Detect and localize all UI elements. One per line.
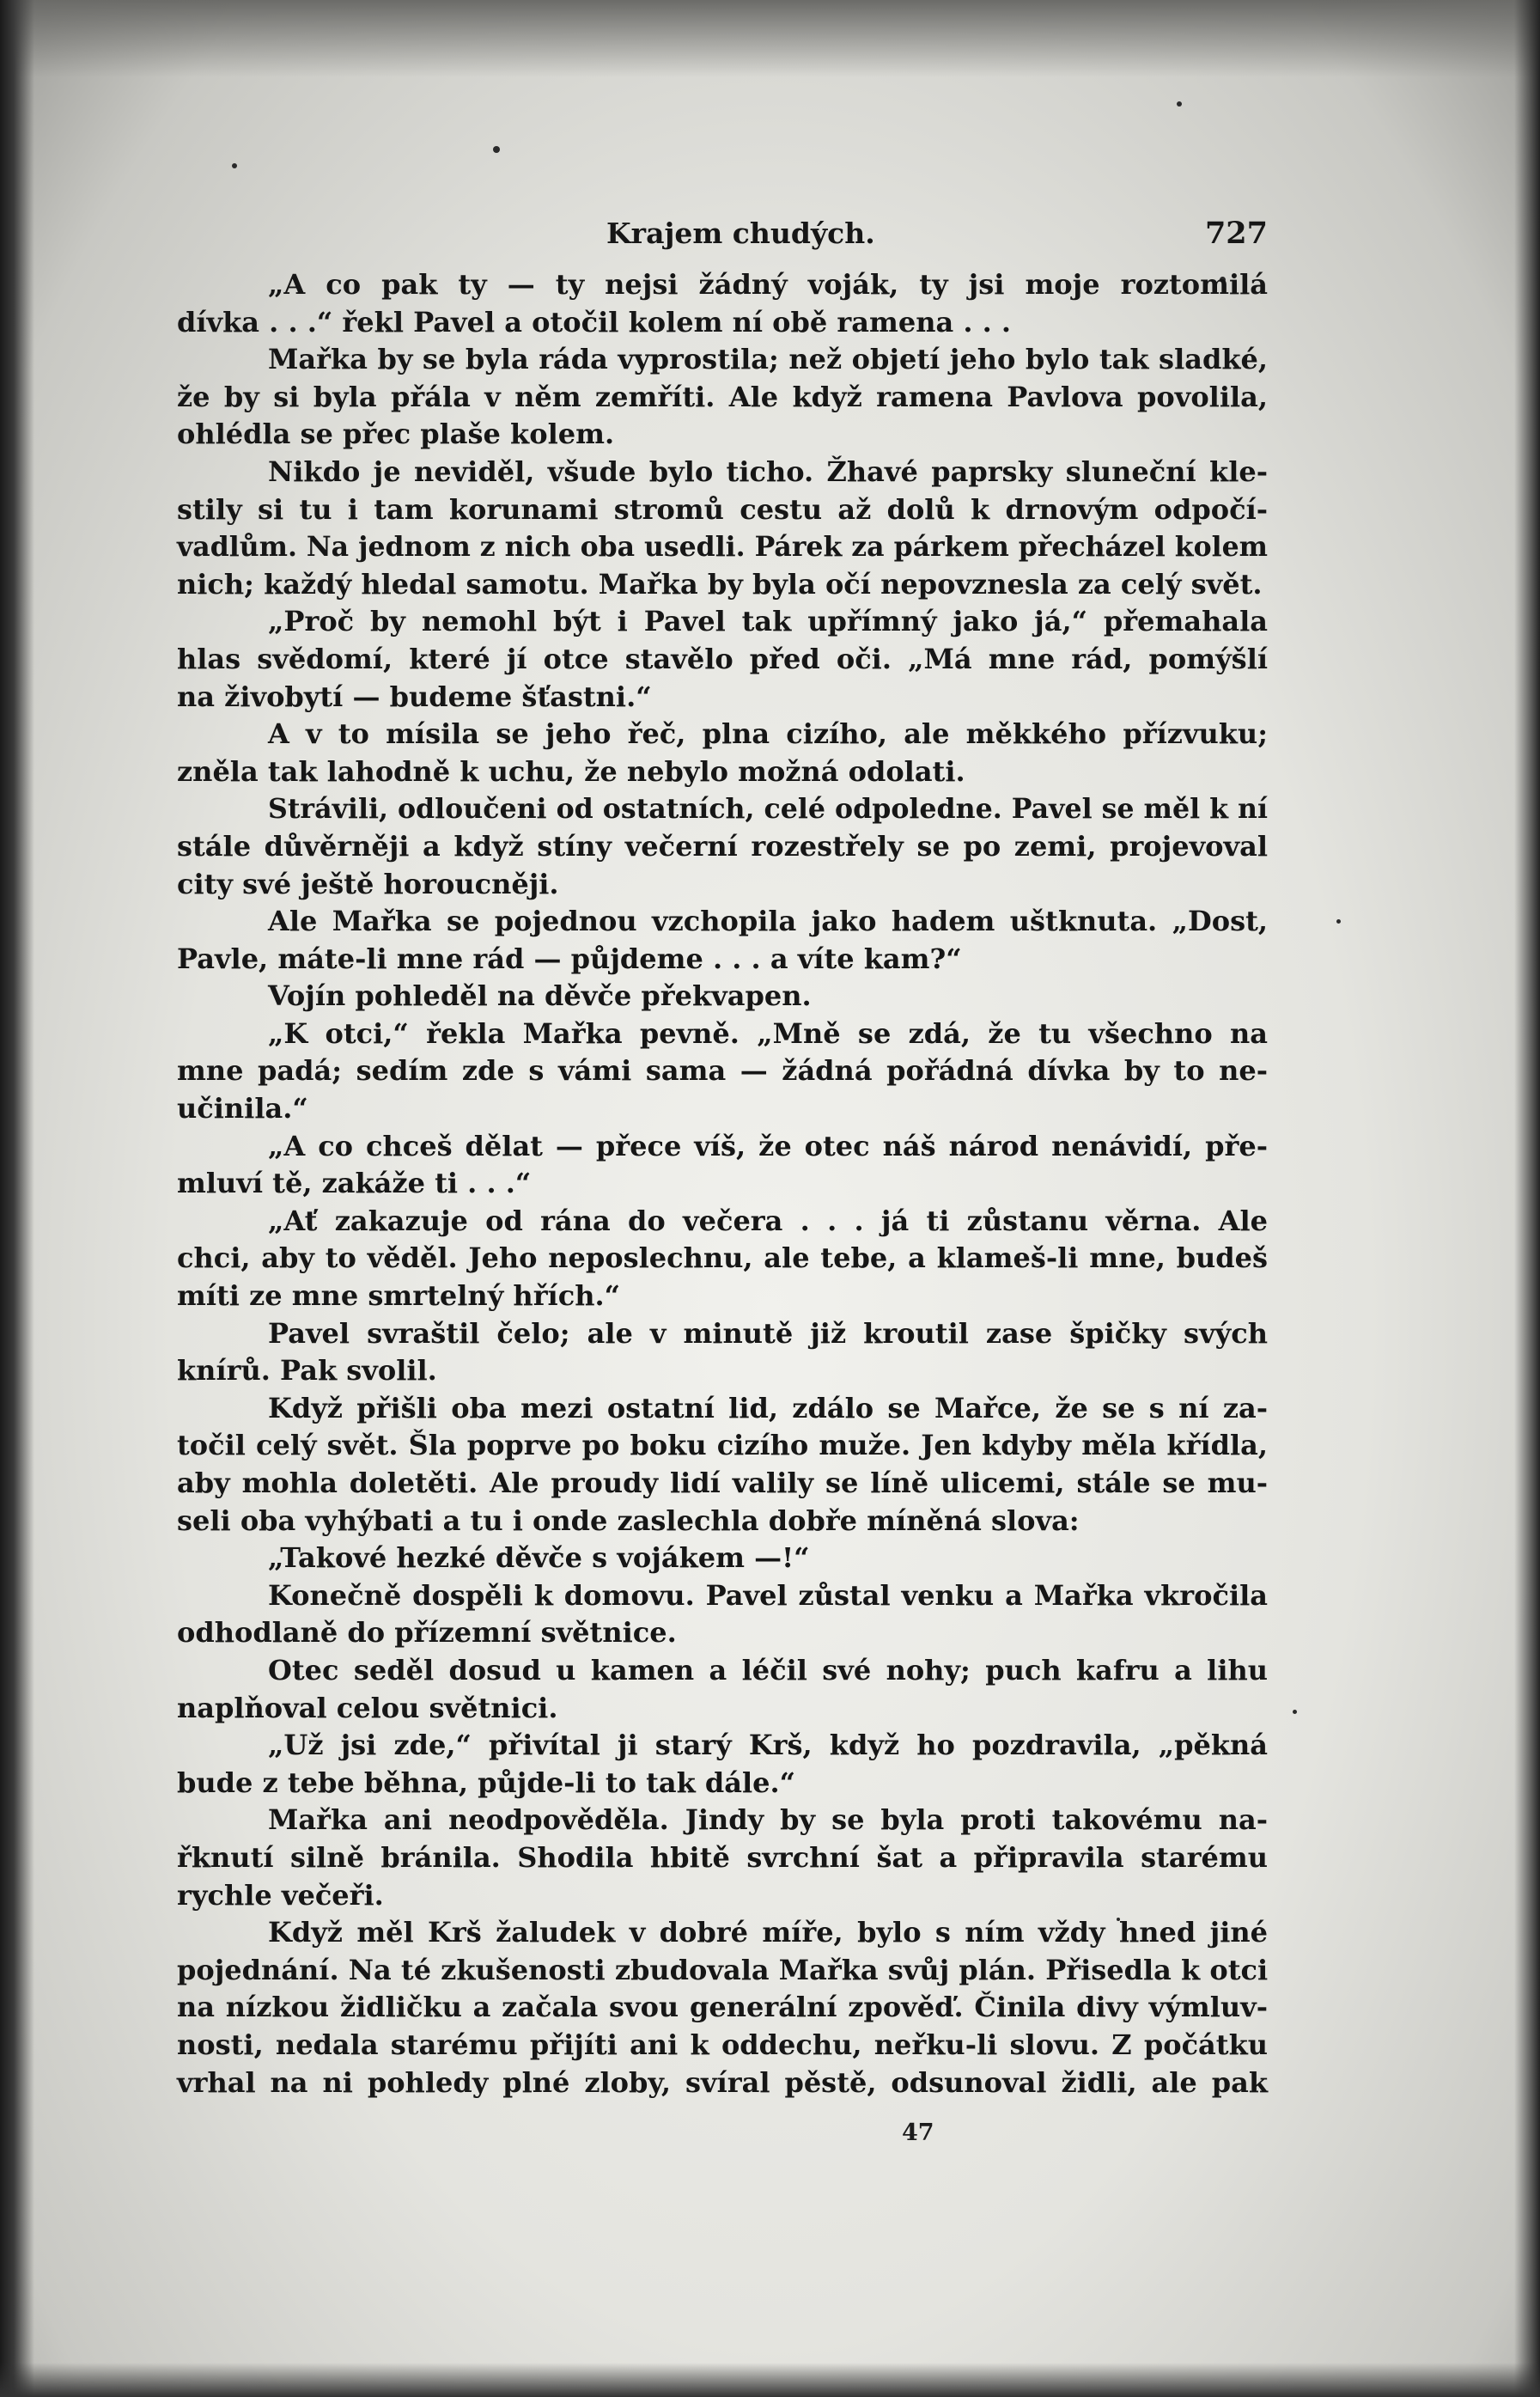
text-line: aby mohla doletěti. Ale proudy lidí valily se líně ulicemi, stále se mu- (177, 1467, 1268, 1499)
text-line: stále důvěrněji a když stíny večerní rozestřely se po zemi, projevoval (177, 829, 1268, 863)
text-line: míti ze mne smrtelný hřích.“ (177, 1279, 620, 1313)
scan-speck (1293, 1710, 1297, 1714)
top-scan-shadow (0, 0, 1540, 77)
text-line: „K otci,“ řekla Mařka pevně. „Mně se zdá, že tu všechno na (268, 1016, 1268, 1050)
text-line: Otec seděl dosud u kamen a léčil své nohy; puch kafru a lihu (268, 1653, 1268, 1686)
left-binding-shadow (0, 0, 34, 2397)
printer-signature-mark: 47 (902, 2119, 934, 2146)
text-line: Vojín pohleděl na děvče překvapen. (268, 979, 812, 1013)
text-line: dívka . . .“ řekl Pavel a otočil kolem ní obě ramena . . . (177, 305, 1012, 339)
text-line: vrhal na ni pohledy plné zloby, svíral pěstě, odsunoval židli, ale pak (177, 2065, 1268, 2099)
page-header (177, 215, 1268, 263)
text-line: pojednání. Na té zkušenosti zbudovala Mařka svůj plán. Přisedla k otci (177, 1953, 1269, 1986)
text-line: na živobytí — budeme šťastni.“ (177, 680, 652, 713)
page-text-body (177, 266, 1268, 2101)
text-line: odhodlaně do přízemní světnice. (177, 1616, 677, 1650)
text-line: bude z tebe běhna, půjde-li to tak dále.“ (177, 1766, 796, 1799)
text-line: rychle večeři. (177, 1878, 384, 1912)
text-line: „Ať zakazuje od rána do večera . . . já ti zůstanu věrna. Ale (268, 1204, 1268, 1237)
text-line: řknutí silně bránila. Shodila hbitě svrchní šat a připravila starému (177, 1840, 1268, 1874)
text-line: „Proč by nemohl být i Pavel tak upřímný jako já,“ přemahala (268, 605, 1268, 638)
text-line: Nikdo je neviděl, všude bylo ticho. Žhavé paprsky sluneční kle- (268, 454, 1268, 488)
text-line: nich; každý hledal samotu. Mařka by byla očí nepovznesla za celý svět. (177, 567, 1263, 601)
text-line: naplňoval celou světnici. (177, 1691, 558, 1724)
text-line: „Už jsi zde,“ přivítal ji starý Krš, když ho pozdravila, „pěkná (268, 1729, 1268, 1762)
text-line: Pavel svraštil čelo; ale v minutě již kroutil zase špičky svých (268, 1316, 1268, 1350)
text-line: nosti, nedala starému přijíti ani k oddechu, neřku-li slovu. Z počátku (177, 2028, 1268, 2061)
text-line: zněla tak lahodně k uchu, že nebylo možná odolati. (177, 754, 965, 788)
scan-speck (1177, 101, 1182, 107)
text-line: Mařka by se byla ráda vyprostila; než objetí jeho bylo tak sladké, (268, 343, 1268, 376)
text-line: seli oba vyhýbati a tu i onde zaslechla dobře míněná slova: (177, 1503, 1080, 1537)
text-line: „Takové hezké děvče s vojákem —!“ (268, 1541, 810, 1575)
text-line: A v to mísila se jeho řeč, plna cizího, ale měkkého přízvuku; (268, 717, 1268, 751)
scan-speck (1336, 919, 1341, 924)
text-line: stily si tu i tam korunami stromů cestu až dolů k drnovým odpočí- (177, 492, 1268, 526)
page-number: 727 (1204, 216, 1268, 251)
text-line: Strávili, odloučeni od ostatních, celé odpoledne. Pavel se měl k ní (268, 793, 1268, 826)
text-line: city své ještě horoucněji. (177, 867, 559, 900)
text-line: učinila.“ (177, 1092, 308, 1125)
text-line: hlas svědomí, které jí otce stavělo před oči. „Má mne rád, pomýšlí (177, 642, 1268, 675)
text-line: ohlédla se přec plaše kolem. (177, 418, 615, 451)
text-line: chci, aby to věděl. Jeho neposlechnu, ale tebe, a klameš-li mne, budeš (177, 1241, 1268, 1275)
text-line: Konečně dospěli k domovu. Pavel zůstal venku a Mařka vkročila (268, 1578, 1268, 1612)
right-scan-edge (1514, 0, 1540, 2397)
text-line: Když měl Krš žaludek v dobré míře, bylo s ním vždy hned jiné (268, 1916, 1268, 1949)
text-line: Když přišli oba mezi ostatní lid, zdálo se Mařce, že se s ní za- (268, 1391, 1268, 1424)
text-line: Pavle, máte-li mne rád — půjdeme . . . a víte kam?“ (177, 942, 962, 975)
text-line: Ale Mařka se pojednou vzchopila jako hadem uštknuta. „Dost, (268, 905, 1268, 938)
scan-speck (232, 163, 237, 168)
text-line: knírů. Pak svolil. (177, 1354, 437, 1388)
text-line: vadlům. Na jednom z nich oba usedli. Párek za párkem přecházel kolem (177, 531, 1268, 564)
scan-speck (493, 146, 500, 153)
bottom-scan-edge (0, 2363, 1540, 2397)
book-page (177, 215, 1268, 2101)
text-line: mluví tě, zakáže ti . . .“ (177, 1167, 532, 1200)
text-line: „A co chceš dělat — přece víš, že otec náš národ nenávidí, pře- (268, 1129, 1268, 1162)
text-line: „A co pak ty — ty nejsi žádný voják, ty jsi moje roztomilá (268, 268, 1268, 301)
text-line: Mařka ani neodpověděla. Jindy by se byla proti takovému na- (268, 1803, 1268, 1837)
text-line: že by si byla přála v něm zemříti. Ale když ramena Pavlova povolila, (177, 380, 1268, 413)
text-line: na nízkou židličku a začala svou generální zpověď. Činila divy výmluv- (177, 1991, 1268, 2024)
running-title: Krajem chudých. (606, 217, 875, 250)
text-line: točil celý svět. Šla poprve po boku cizího muže. Jen kdyby měla křídla, (177, 1429, 1268, 1462)
text-line: mne padá; sedím zde s vámi sama — žádná pořádná dívka by to ne- (177, 1054, 1268, 1088)
